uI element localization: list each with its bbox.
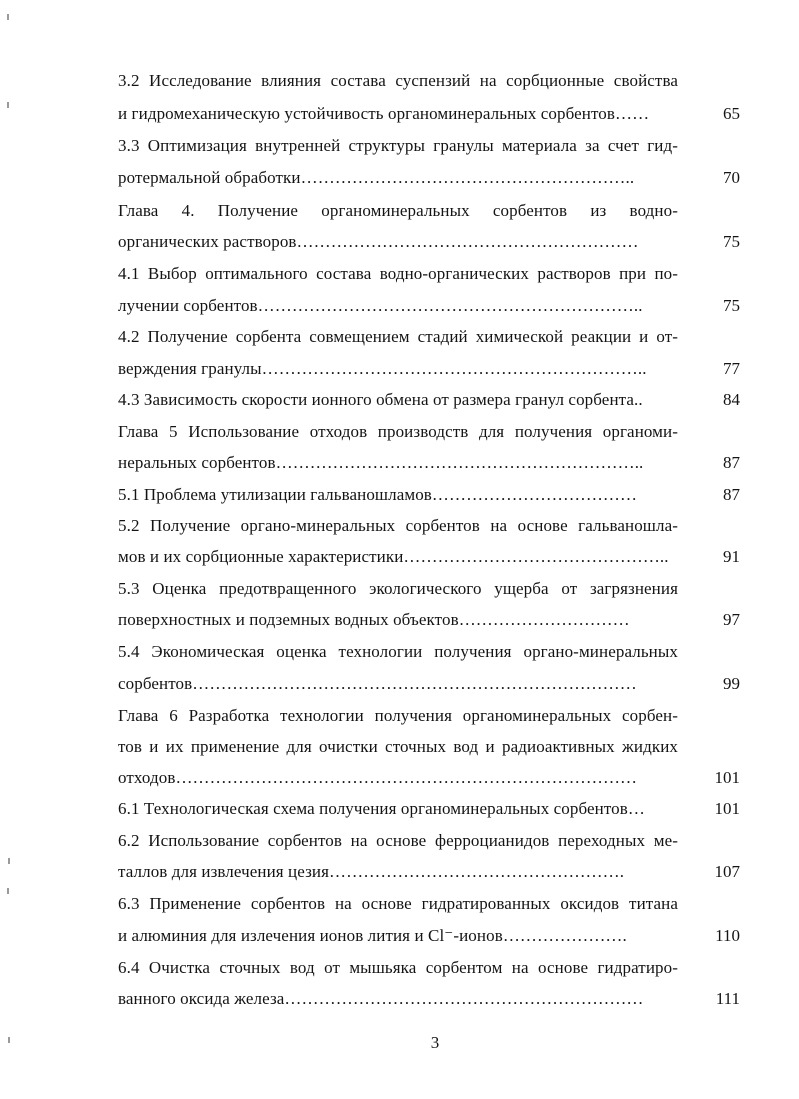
toc-line: Глава 4. Получение органоминеральных сорбентов из водно- (118, 201, 678, 220)
toc-page-number: 75 (723, 296, 740, 315)
toc-line: тов и их применение для очистки сточных вод и радиоактивных жидких (118, 737, 678, 756)
toc-line: Глава 5 Использование отходов производств для получения органоми- (118, 422, 678, 441)
page-number: 3 (430, 1033, 440, 1052)
scan-mark (7, 102, 9, 108)
toc-line: 3.3 Оптимизация внутренней структуры гранулы материала за счет гид- (118, 136, 678, 155)
scan-mark (8, 1037, 10, 1043)
toc-page-number: 84 (723, 390, 740, 409)
toc-page-number: 107 (714, 862, 740, 881)
toc-line: 6.4 Очистка сточных вод от мышьяка сорбентом на основе гидратиро- (118, 958, 678, 977)
toc-line: 6.3 Применение сорбентов на основе гидратированных оксидов титана (118, 894, 678, 913)
toc-line: 5.3 Оценка предотвращенного экологического ущерба от загрязнения (118, 579, 678, 598)
scan-mark (7, 888, 9, 894)
toc-page-number: 91 (723, 547, 740, 566)
toc-page-number: 87 (723, 485, 740, 504)
toc-line: верждения гранулы………………………………………………………….. (118, 359, 647, 378)
toc-page-number: 99 (723, 674, 740, 693)
toc-line: лучении сорбентов………………………………………………………….. (118, 296, 643, 315)
toc-page-number: 111 (715, 989, 740, 1008)
toc-line: ротермальной обработки………………………………………………….. (118, 168, 635, 187)
scan-mark (7, 14, 9, 20)
toc-line: 4.1 Выбор оптимального состава водно-органических растворов при по- (118, 264, 678, 283)
toc-page-number: 97 (723, 610, 740, 629)
toc-line: Глава 6 Разработка технологии получения органоминеральных сорбен- (118, 706, 678, 725)
toc-line: 6.2 Использование сорбентов на основе ферроцианидов переходных ме- (118, 831, 678, 850)
toc-line: 3.2 Исследование влияния состава суспензий на сорбционные свойства (118, 71, 678, 90)
toc-line: 6.1 Технологическая схема получения органоминеральных сорбентов… (118, 799, 645, 818)
toc-line: 4.3 Зависимость скорости ионного обмена от размера гранул сорбента.. (118, 390, 643, 409)
toc-line: 4.2 Получение сорбента совмещением стадий химической реакции и от- (118, 327, 678, 346)
toc-line: органических растворов…………………………………………………… (118, 232, 639, 251)
toc-page-number: 70 (723, 168, 740, 187)
toc-line: и гидромеханическую устойчивость органоминеральных сорбентов…… (118, 104, 650, 123)
toc-line: мов и их сорбционные характеристики……………………………………….. (118, 547, 669, 566)
toc-line: 5.4 Экономическая оценка технологии получения органо-минеральных (118, 642, 678, 661)
scan-mark (8, 858, 10, 864)
toc-line: неральных сорбентов……………………………………………………….. (118, 453, 644, 472)
toc-line: таллов для извлечения цезия……………………………………………. (118, 862, 625, 881)
toc-page-number: 101 (714, 768, 740, 787)
toc-line: 5.2 Получение органо-минеральных сорбентов на основе гальваношла- (118, 516, 678, 535)
toc-line: сорбентов…………………………………………………………………… (118, 674, 637, 693)
toc-page-number: 87 (723, 453, 740, 472)
toc-line: 5.1 Проблема утилизации гальваношламов……………………………… (118, 485, 638, 504)
toc-page-number: 110 (715, 926, 740, 945)
toc-page-number: 65 (723, 104, 740, 123)
toc-line: ванного оксида железа……………………………………………………… (118, 989, 644, 1008)
toc-line: и алюминия для излечения ионов лития и Cl⁻-ионов…………………. (118, 926, 627, 945)
toc-page-number: 77 (723, 359, 740, 378)
toc-line: поверхностных и подземных водных объектов………………………… (118, 610, 630, 629)
toc-page-number: 75 (723, 232, 740, 251)
toc-page-number: 101 (714, 799, 740, 818)
toc-line: отходов……………………………………………………………………… (118, 768, 638, 787)
